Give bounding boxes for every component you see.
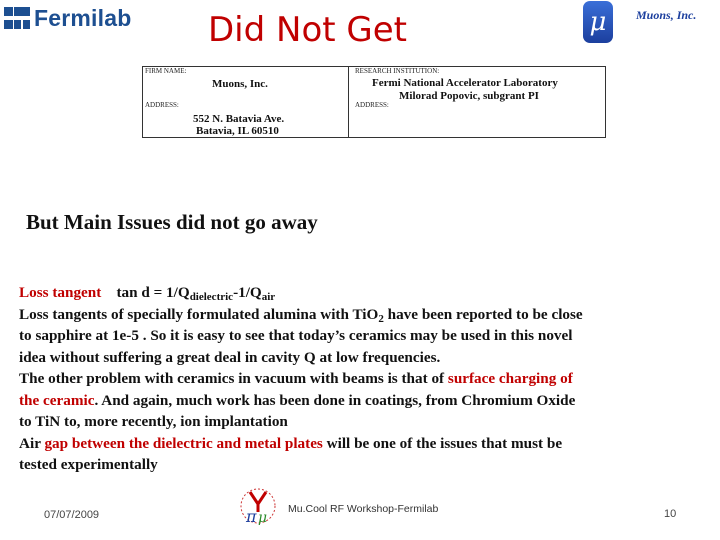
firm-name-label: FIRM NAME: [145,67,187,75]
text-run: will be one of the issues that must be [322,434,563,452]
address-line1: 552 N. Batavia Ave. [193,113,285,125]
formula-sub-air: air [261,291,276,303]
footer-date: 07/07/2009 [44,509,100,521]
subscript-2: 2 [378,312,384,325]
firm-name-value: Muons, Inc. [212,78,268,90]
address-label-left: ADDRESS: [145,101,179,109]
paragraph-line: tested experimentally [19,456,158,473]
paragraph-line [19,433,699,455]
text-run: Air [19,434,45,452]
muons-mu-logo-icon [583,1,613,43]
formula-part-a: tan d = 1/Q [116,284,190,301]
mu-symbol: μ [589,7,607,37]
text-run: have been reported to be close [383,305,583,323]
research-institution-line2: Milorad Popovic, subgrant PI [399,90,539,102]
company-corner-name: Muons, Inc. [636,8,697,22]
paragraph-line: to sapphire at 1e-5 . So it is easy to see that today’s ceramics may be used in this novel [19,327,573,344]
text-run: . And again, much work has been done in coatings, from Chromium Oxide [94,391,576,409]
formula-sub-dielectric: dielectric [189,291,234,303]
address-line2: Batavia, IL 60510 [196,125,279,137]
paragraph-line: idea without suffering a great deal in cavity Q at low frequencies. [19,348,441,366]
svg-text:μ: μ [258,510,268,526]
gap-term: gap between the dielectric and metal plates [44,434,323,452]
research-institution-line1: Fermi National Accelerator Laboratory [372,77,558,89]
paragraph-line [19,304,699,326]
loss-tangent-line [19,282,699,304]
research-institution-label: RESEARCH INSTITUTION: [355,67,440,75]
footer-workshop: Mu.Cool RF Workshop-Fermilab [288,503,439,515]
paragraph-line [19,368,699,390]
mucool-logo-icon [238,484,278,528]
slide-title: Did Not Get [208,10,407,50]
paragraph-line: to TiN to, more recently, ion implantation [19,413,288,430]
loss-tangent-term: Loss tangent [19,284,102,301]
body-text [19,282,699,476]
text-run: Loss tangents of specially formulated alumina with TiO [19,305,379,323]
svg-text:π: π [246,507,257,526]
page-number: 10 [664,508,677,520]
address-label-right: ADDRESS: [355,101,389,109]
fermilab-logo-text: Fermilab [34,4,132,31]
fermilab-mark-icon [4,7,30,29]
paragraph-line [19,390,699,412]
text-run: The other problem with ceramics in vacuum with beams is that of [19,370,448,387]
fermilab-logo [4,6,131,30]
surface-charging-term: surface charging of [447,370,573,387]
formula-part-b: -1/Q [233,284,262,301]
ceramic-term: the ceramic [19,391,95,409]
section-subheading: But Main Issues did not go away [26,210,318,234]
form-divider [348,66,349,138]
